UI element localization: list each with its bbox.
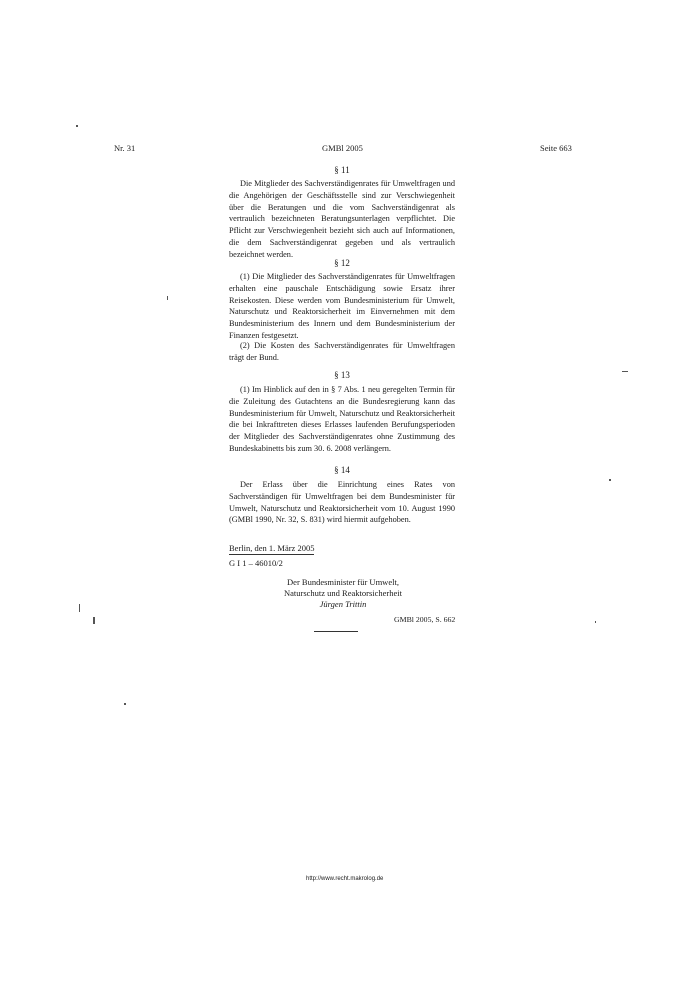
scan-speck <box>595 621 596 623</box>
section-14-heading: § 14 <box>334 465 350 475</box>
section-13-heading: § 13 <box>334 370 350 380</box>
file-reference: G I 1 – 46010/2 <box>229 558 283 568</box>
section-12-paragraph-1: (1) Die Mitglieder des Sachverständigenrates für Umweltfragen erhalten eine pauschale Entschädigung sowie Ersatz ihrer Reisekosten. Diese werden vom Bundesministerium für Umwelt, Naturschutz und Reaktorsicherheit im Einvernehmen mit dem Bundesministerium des Innern und dem Bundesministerium der Finanzen festgesetzt. <box>229 272 455 340</box>
section-12-heading: § 12 <box>334 258 350 268</box>
signatory-name: Jürgen Trittin <box>319 599 367 609</box>
page-number-label: Nr. 31 <box>114 143 136 153</box>
signatory-title-line-1: Der Bundesminister für Umwelt, <box>287 577 399 587</box>
scan-speck <box>79 604 80 612</box>
signatory-title-line-2: Naturschutz und Reaktorsicherheit <box>283 588 403 598</box>
scan-speck <box>124 703 126 705</box>
section-11-heading: § 11 <box>334 165 350 175</box>
journal-title: GMBl 2005 <box>322 143 363 153</box>
page-label: Seite 663 <box>540 143 572 153</box>
source-url: http://www.recht.makrolog.de <box>306 876 384 882</box>
signature-block <box>244 577 442 610</box>
scan-speck <box>622 371 628 372</box>
scan-speck <box>609 479 611 481</box>
scan-speck <box>167 296 168 300</box>
section-11-text: Die Mitglieder des Sachverständigenrates für Umweltfragen und die Angehörigen der Geschäftsstelle sind zur Verschwiegenheit über die Beratungen und die vom Sachverständigenrat als vertraulich bezeichneten Beratungsunterlagen verpflichtet. Die Pflicht zur Verschwiegenheit bezieht sich auch auf Informationen, die dem Sachverständigenrat gegeben und als vertraulich bezeichnet werden. <box>229 179 455 259</box>
publication-reference: GMBl 2005, S. 662 <box>394 615 456 624</box>
section-13-text: (1) Im Hinblick auf den in § 7 Abs. 1 neu geregelten Termin für die Zuleitung des Gutachtens an die Bundesregierung kann das Bundesministerium für Umwelt, Naturschutz und Reaktorsicherheit die bei Inkrafttreten dieses Erlasses laufenden Berufungsperioden der Mitglieder des Sachverständigenrates ohne Zustimmung des Bundeskabinetts bis zum 30. 6. 2008 verlängern. <box>229 385 455 453</box>
closing-divider <box>314 631 358 632</box>
scan-speck <box>76 125 78 127</box>
section-12-paragraph-2: (2) Die Kosten des Sachverständigenrates für Umweltfragen trägt der Bund. <box>229 341 455 362</box>
scan-speck <box>93 617 95 624</box>
section-14-text: Der Erlass über die Einrichtung eines Rates von Sachverständigen für Umweltfragen bei dem Bundesminister für Umwelt, Naturschutz und Reaktorsicherheit vom 10. August 1990 (GMBl 1990, Nr. 32, S. 831) wird hiermit aufgehoben. <box>229 480 455 525</box>
signing-date: Berlin, den 1. März 2005 <box>229 543 315 553</box>
